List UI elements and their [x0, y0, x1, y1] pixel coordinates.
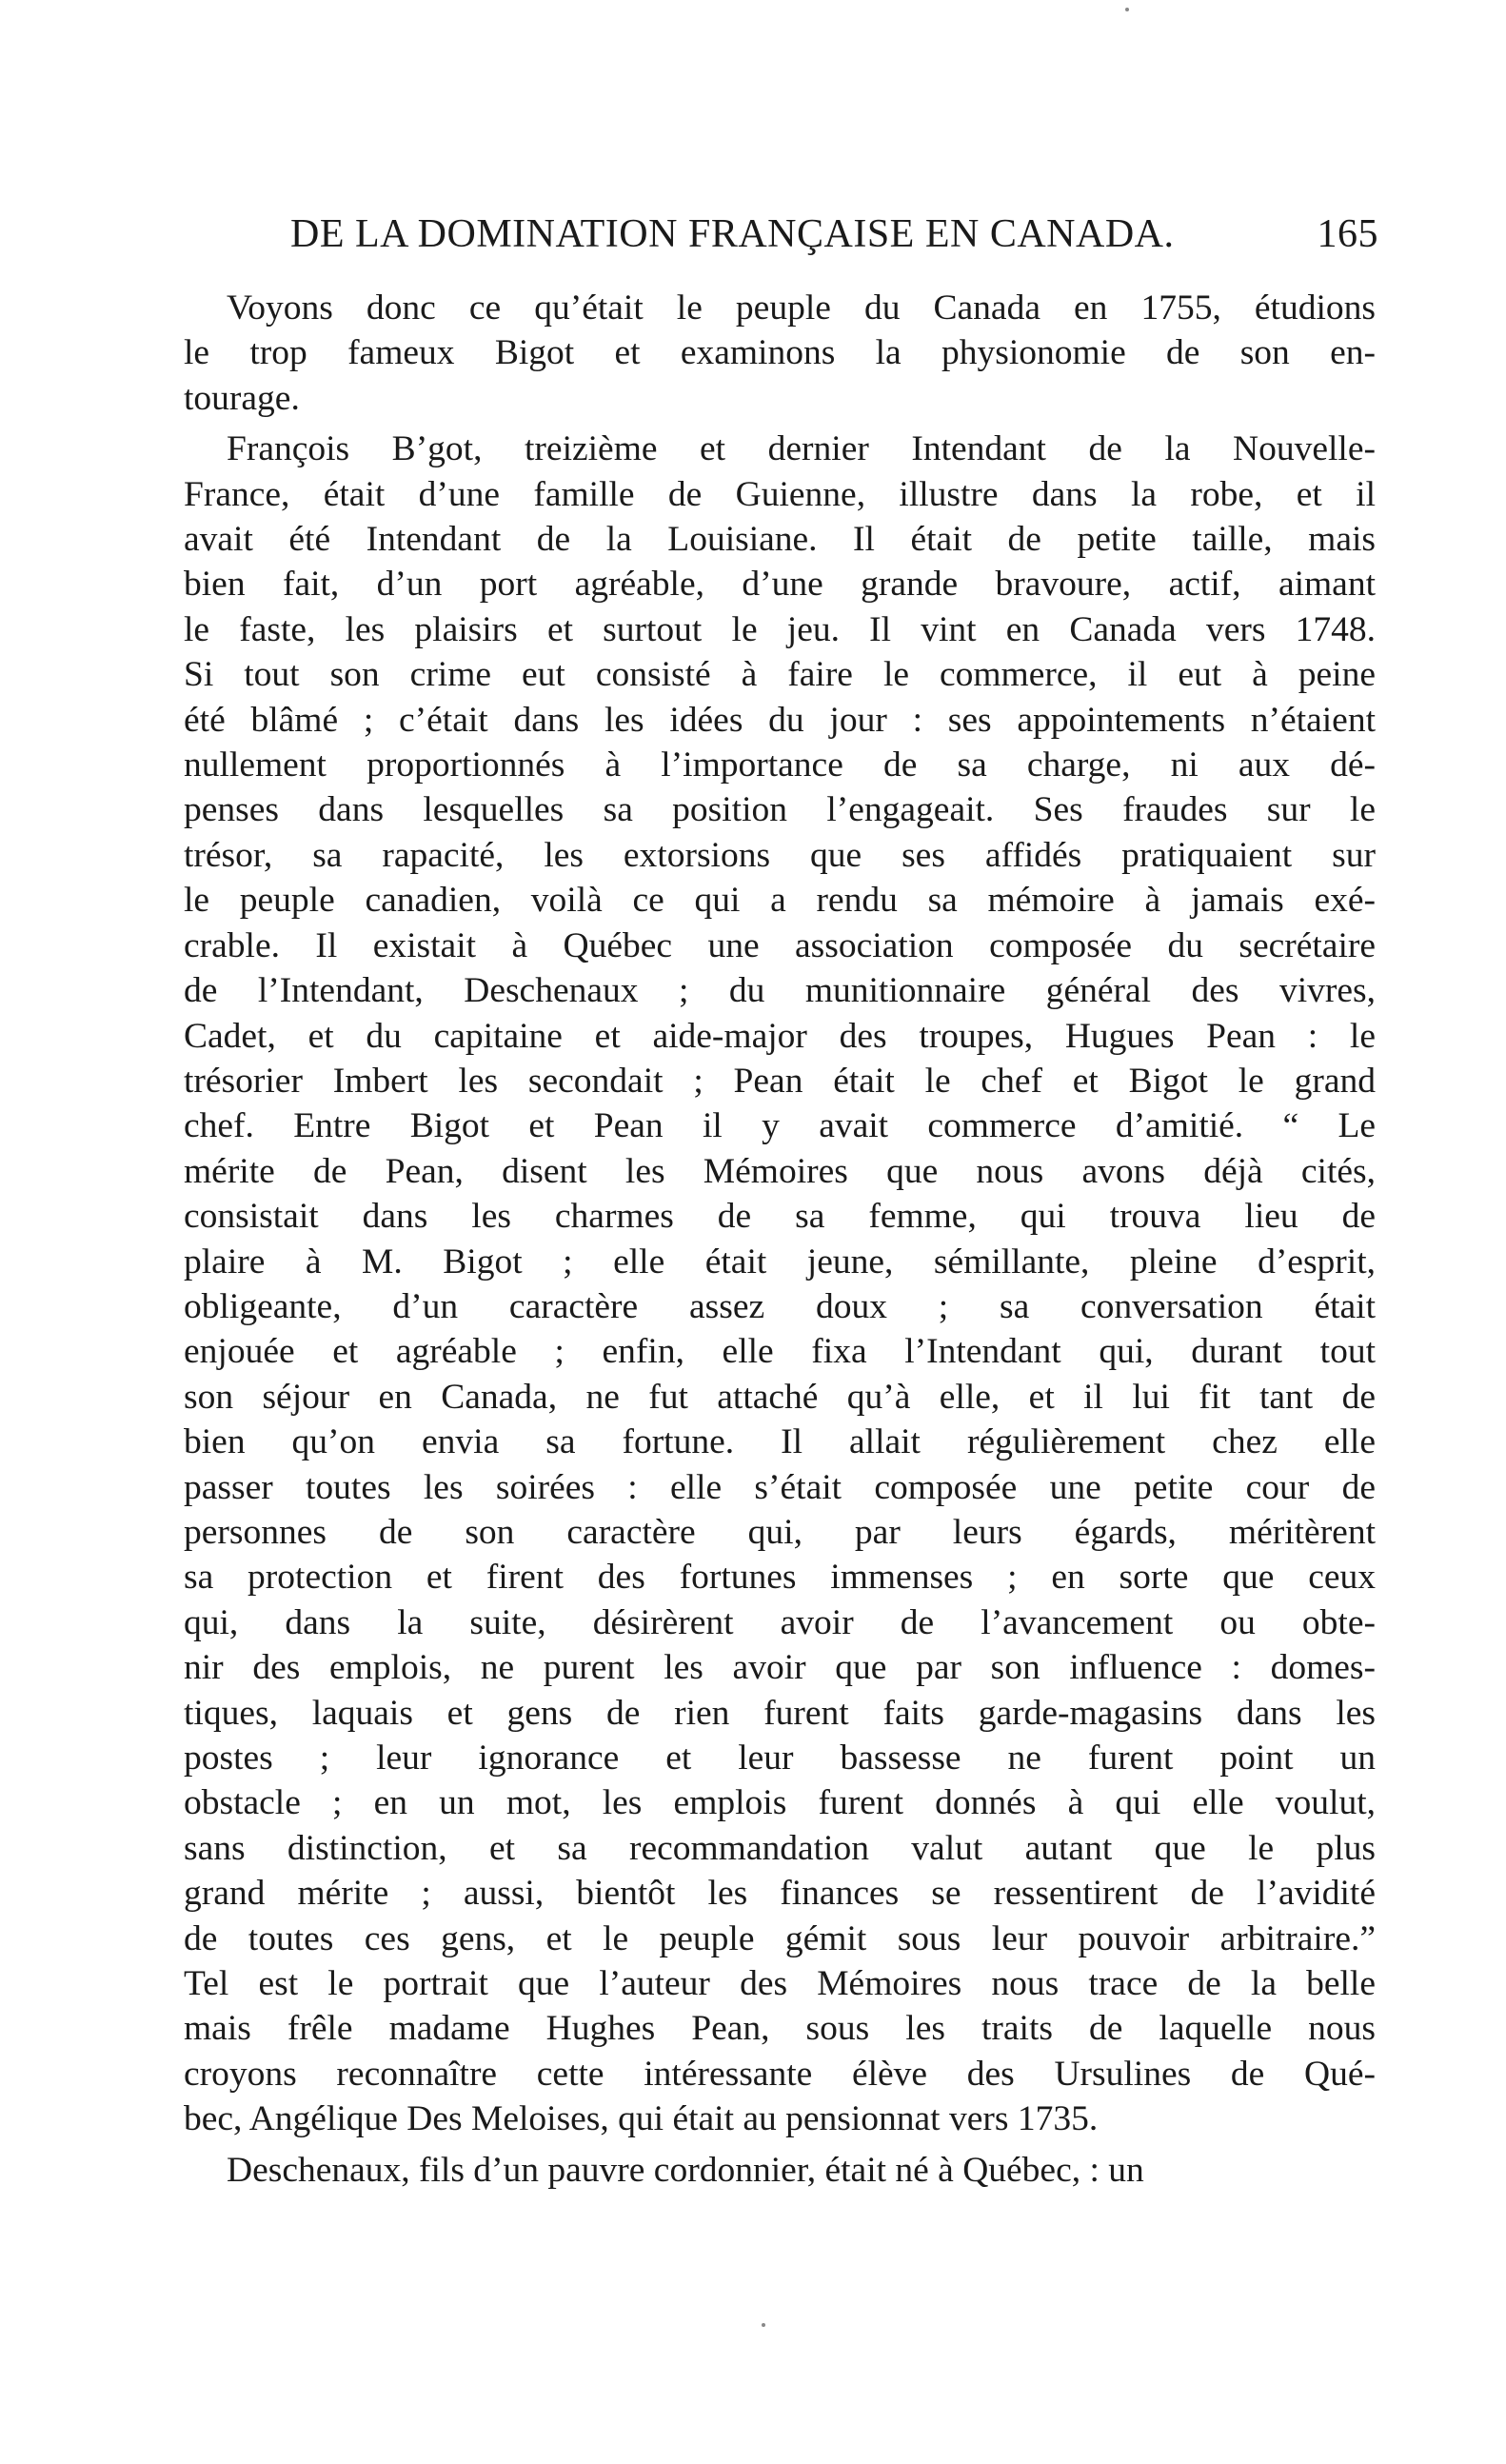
- text-line: le faste, les plaisirs et surtout le jeu. Il vint en Canada vers 1748.: [184, 609, 1376, 649]
- text-line: Voyons donc ce qu’était le peuple du Canada en 1755, étudions: [227, 288, 1376, 328]
- running-title: DE LA DOMINATION FRANÇAISE EN CANADA.: [290, 212, 1175, 256]
- text-line: mais frêle madame Hughes Pean, sous les traits de laquelle nous: [184, 2009, 1376, 2049]
- text-line: obstacle ; en un mot, les emplois furent donnés à qui elle voulut,: [184, 1783, 1376, 1823]
- text-line: son séjour en Canada, ne fut attaché qu’à elle, et il lui fit tant de: [184, 1377, 1376, 1417]
- text-line: Tel est le portrait que l’auteur des Mémoires nous trace de la belle: [184, 1964, 1376, 2004]
- text-line: Si tout son crime eut consisté à faire le commerce, il eut à peine: [184, 655, 1376, 695]
- text-line: Deschenaux, fils d’un pauvre cordonnier, était né à Québec, : un: [227, 2150, 1144, 2190]
- text-line: consistait dans les charmes de sa femme, qui trouva lieu de: [184, 1197, 1376, 1237]
- text-line: le peuple canadien, voilà ce qui a rendu sa mémoire à jamais exé-: [184, 881, 1376, 921]
- scan-speck-top: [1125, 8, 1129, 11]
- text-line: nullement proportionnés à l’importance de sa charge, ni aux dé-: [184, 745, 1376, 785]
- paragraph: [184, 2148, 1376, 2193]
- text-line: personnes de son caractère qui, par leurs égards, méritèrent: [184, 1512, 1376, 1552]
- text-line: de l’Intendant, Deschenaux ; du munitionnaire général des vivres,: [184, 971, 1376, 1011]
- page-number: 165: [1317, 212, 1378, 256]
- paragraph: [184, 286, 1376, 421]
- text-line: été blâmé ; c’était dans les idées du jour : ses appointements n’étaient: [184, 700, 1376, 740]
- body-text: [184, 286, 1376, 2198]
- text-line: Cadet, et du capitaine et aide-major des troupes, Hugues Pean : le: [184, 1016, 1376, 1056]
- text-line: enjouée et agréable ; enfin, elle fixa l’Intendant qui, durant tout: [184, 1332, 1376, 1372]
- text-line: trésorier Imbert les secondait ; Pean était le chef et Bigot le grand: [184, 1061, 1376, 1101]
- text-line: obligeante, d’un caractère assez doux ; sa conversation était: [184, 1286, 1376, 1326]
- text-line: sa protection et firent des fortunes immenses ; en sorte que ceux: [184, 1558, 1376, 1598]
- text-line: grand mérite ; aussi, bientôt les finances se ressentirent de l’avidité: [184, 1874, 1376, 1914]
- text-line: qui, dans la suite, désirèrent avoir de l’avancement ou obte-: [184, 1602, 1376, 1642]
- text-line: plaire à M. Bigot ; elle était jeune, sémillante, pleine d’esprit,: [184, 1242, 1376, 1282]
- text-line: croyons reconnaître cette intéressante élève des Ursulines de Qué-: [184, 2054, 1376, 2094]
- text-line: trésor, sa rapacité, les extorsions que ses affidés pratiquaient sur: [184, 835, 1376, 875]
- text-line: crable. Il existait à Québec une association composée du secrétaire: [184, 925, 1376, 965]
- text-line: nir des emplois, ne purent les avoir que par son influence : domes-: [184, 1648, 1376, 1688]
- text-line: de toutes ces gens, et le peuple gémit sous leur pouvoir arbitraire.”: [184, 1918, 1376, 1958]
- text-line: tiques, laquais et gens de rien furent faits garde-magasins dans les: [184, 1693, 1376, 1733]
- text-line: passer toutes les soirées : elle s’était composée une petite cour de: [184, 1467, 1376, 1507]
- text-line: tourage.: [184, 378, 300, 418]
- text-line: mérite de Pean, disent les Mémoires que nous avons déjà cités,: [184, 1151, 1376, 1191]
- text-line: penses dans lesquelles sa position l’engageait. Ses fraudes sur le: [184, 790, 1376, 830]
- running-head: [290, 211, 1378, 268]
- text-line: François B’got, treizième et dernier Intendant de la Nouvelle-: [227, 429, 1376, 469]
- scan-speck-bottom: [762, 2323, 765, 2327]
- text-line: chef. Entre Bigot et Pean il y avait commerce d’amitié. “ Le: [184, 1106, 1376, 1146]
- text-line: bien fait, d’un port agréable, d’une grande bravoure, actif, aimant: [184, 565, 1376, 605]
- text-line: bec, Angélique Des Meloises, qui était au pensionnat vers 1735.: [184, 2099, 1099, 2139]
- text-line: avait été Intendant de la Louisiane. Il était de petite taille, mais: [184, 520, 1376, 560]
- text-line: sans distinction, et sa recommandation valut autant que le plus: [184, 1828, 1376, 1868]
- text-line: bien qu’on envia sa fortune. Il allait régulièrement chez elle: [184, 1422, 1376, 1462]
- text-line: postes ; leur ignorance et leur bassesse ne furent point un: [184, 1739, 1376, 1778]
- text-line: le trop fameux Bigot et examinons la physionomie de son en-: [184, 333, 1376, 373]
- text-line: France, était d’une famille de Guienne, illustre dans la robe, et il: [184, 474, 1376, 514]
- paragraph: [184, 427, 1376, 2141]
